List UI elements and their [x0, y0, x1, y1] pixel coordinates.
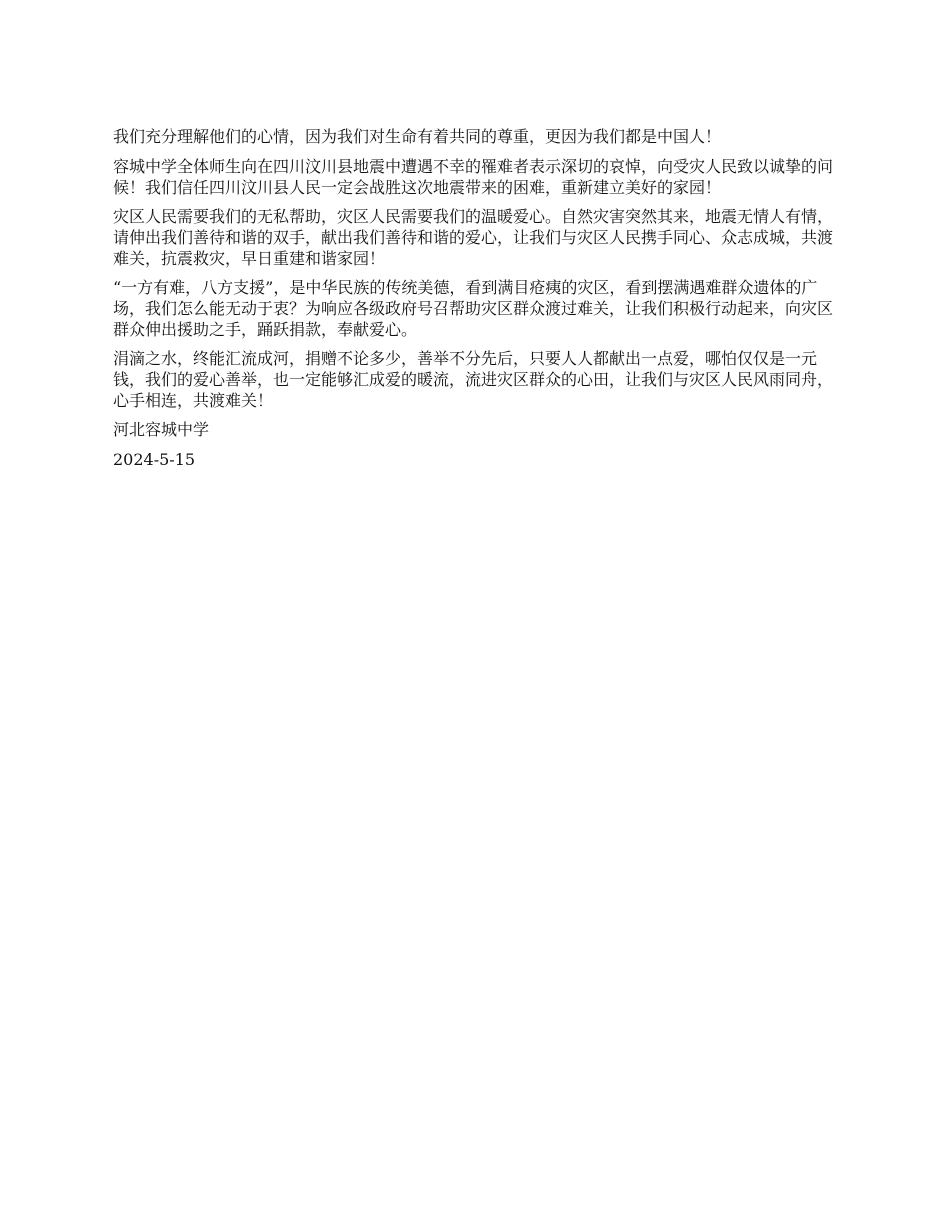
paragraph-3: 灾区人民需要我们的无私帮助，灾区人民需要我们的温暖爱心。自然灾害突然其来，地震无情人有情，请伸出我们善待和谐的双手，献出我们善待和谐的爱心，让我们与灾区人民携手同心、众志成城，共渡难关，抗震救灾，早日重建和谐家园！ — [113, 207, 834, 268]
paragraph-5: 涓滴之水，终能汇流成河，捐赠不论多少，善举不分先后，只要人人都献出一点爱，哪怕仅仅是一元钱，我们的爱心善举，也一定能够汇成爱的暖流，流进灾区群众的心田，让我们与灾区人民风雨同舟，心手相连，共渡难关！ — [113, 349, 834, 410]
paragraph-1: 我们充分理解他们的心情，因为我们对生命有着共同的尊重，更因为我们都是中国人！ — [113, 127, 722, 146]
paragraph-4: “一方有难，八方支援”，是中华民族的传统美德，看到满目疮痍的灾区，看到摆满遇难群众遗体的广场，我们怎么能无动于衷？为响应各级政府号召帮助灾区群众渡过难关，让我们积极行动起来，向灾区群众伸出援助之手，踊跃捐款，奉献爱心。 — [113, 278, 834, 339]
signature: 河北容城中学 — [113, 420, 210, 439]
document-body — [113, 126, 840, 479]
paragraph-2: 容城中学全体师生向在四川汶川县地震中遭遇不幸的罹难者表示深切的哀悼，向受灾人民致以诚挚的问候！我们信任四川汶川县人民一定会战胜这次地震带来的困难，重新建立美好的家园！ — [113, 157, 834, 197]
date: 2024-5-15 — [113, 450, 196, 469]
